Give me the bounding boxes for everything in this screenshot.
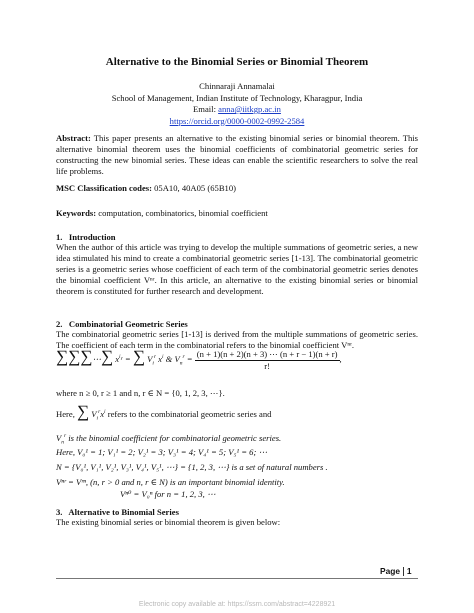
section-text-alternative: The existing binomial series or binomial theorem is given below: [56, 517, 281, 527]
abstract-label: Abstract: [56, 133, 91, 143]
msc-label: MSC Classification codes: [56, 183, 152, 193]
email-link[interactable]: anna@iitkgp.ac.in [218, 104, 281, 114]
coefficient-line: $V_n^r$ is the binomial coefficient for combinatorial geometric series. [56, 432, 282, 446]
section-heading-alternative: 3. Alternative to Binomial Series [56, 507, 179, 517]
abstract-text: This paper presents an alternative to the existing binomial series or binomial theorem. This alternative binomial theorem uses the binomial coefficients of combinatorial geometric series for constructing the new binomial series. These ideas can enable the scientific researchers to solve the real life problems. [56, 133, 418, 176]
author-name: Chinnaraji Annamalai [199, 81, 275, 91]
section-text-introduction: When the author of this article was trying to develop the multiple summations of geometric series, a new idea stimulated his mind to create a combinatorial geometric series [1-13]. The combinatorial geometric series is a geometric series whose coefficient of each term of the combinatorial geometric series denotes the binomial coefficient Vⁿʳ. In this article, an alternative to the existing binomial series or binomial theorem is constituted for further research and development. [56, 242, 418, 296]
keywords-label: Keywords: [56, 208, 97, 218]
page-divider [403, 567, 404, 576]
section-heading-introduction: 1. Introduction [56, 232, 116, 242]
page-number-value: 1 [406, 566, 412, 576]
keywords-text: computation, combinatorics, binomial coefficient [98, 208, 268, 218]
author-block [56, 81, 418, 127]
here-line: Here, ∑ $V_i^rx^i$ refers to the combinatorial geometric series and [56, 402, 272, 422]
paper-title: Alternative to the Binomial Series or Binomial Theorem [105, 56, 369, 68]
where-line: where n ≥ 0, r ≥ 1 and n, r ∈ N = {0, 1, 2, 3, ⋯}. [56, 388, 225, 398]
author-affiliation: School of Management, Indian Institute of Technology, Kharagpur, India [111, 92, 363, 103]
footer-rule [56, 578, 418, 579]
msc-text: 05A10, 40A05 (65B10) [154, 183, 237, 193]
coef-text: is the binomial coefficient for combinatorial geometric series. [68, 432, 282, 443]
here-text: refers to the combinatorial geometric series and [107, 409, 272, 419]
multiple-summation-formula: ∑∑∑⋯∑ $x^{i_r}$ = ∑ $V_i^r$ $x^i$ & $V_n^r$ = $\frac{(n + 1)(n + 2)(n + 3) \cdots (n + r - 1)(n + r)}{r!}$ , [56, 347, 342, 371]
section-text-cgs: The combinatorial geometric series [1-13] is derived from the multiple summations of geometric series. The coefficient of each term in the combinatorial refers to the binomial coefficient Vⁿʳ. [56, 329, 418, 350]
ssrn-watermark: Electronic copy available at: https://ssrn.com/abstract=4228921 [138, 601, 336, 608]
binomial-identity-line: Vⁿʳ = Vʳⁿ, (n, r > 0 and n, r ∈ N) is an important binomial identity. [56, 477, 285, 487]
orcid-link[interactable]: https://orcid.org/0000-0002-0992-2584 [169, 115, 305, 126]
values-line: Here, V₀¹ = 1; V₁¹ = 2; V₂¹ = 3; V₃¹ = 4; V₄¹ = 5; V₅¹ = 6; ⋯ [56, 447, 268, 457]
page-label: Page [380, 566, 401, 576]
keywords [56, 208, 418, 219]
orcid-line [56, 116, 418, 128]
email-label: Email: [193, 104, 216, 114]
msc-codes [56, 183, 418, 194]
section-heading-cgs: 2. Combinatorial Geometric Series [56, 319, 188, 329]
abstract [56, 133, 418, 177]
binomial-identity-line-2: Vⁿ⁰ = V₀ⁿ for n = 1, 2, 3, ⋯ [120, 489, 216, 499]
author-email-line [56, 104, 418, 116]
natural-numbers-line: N = {V₀¹, V₁¹, V₂¹, V₃¹, V₄¹, V₅¹, ⋯} = {1, 2, 3, ⋯} is a set of natural numbers . [56, 462, 328, 472]
page-number [380, 566, 412, 576]
